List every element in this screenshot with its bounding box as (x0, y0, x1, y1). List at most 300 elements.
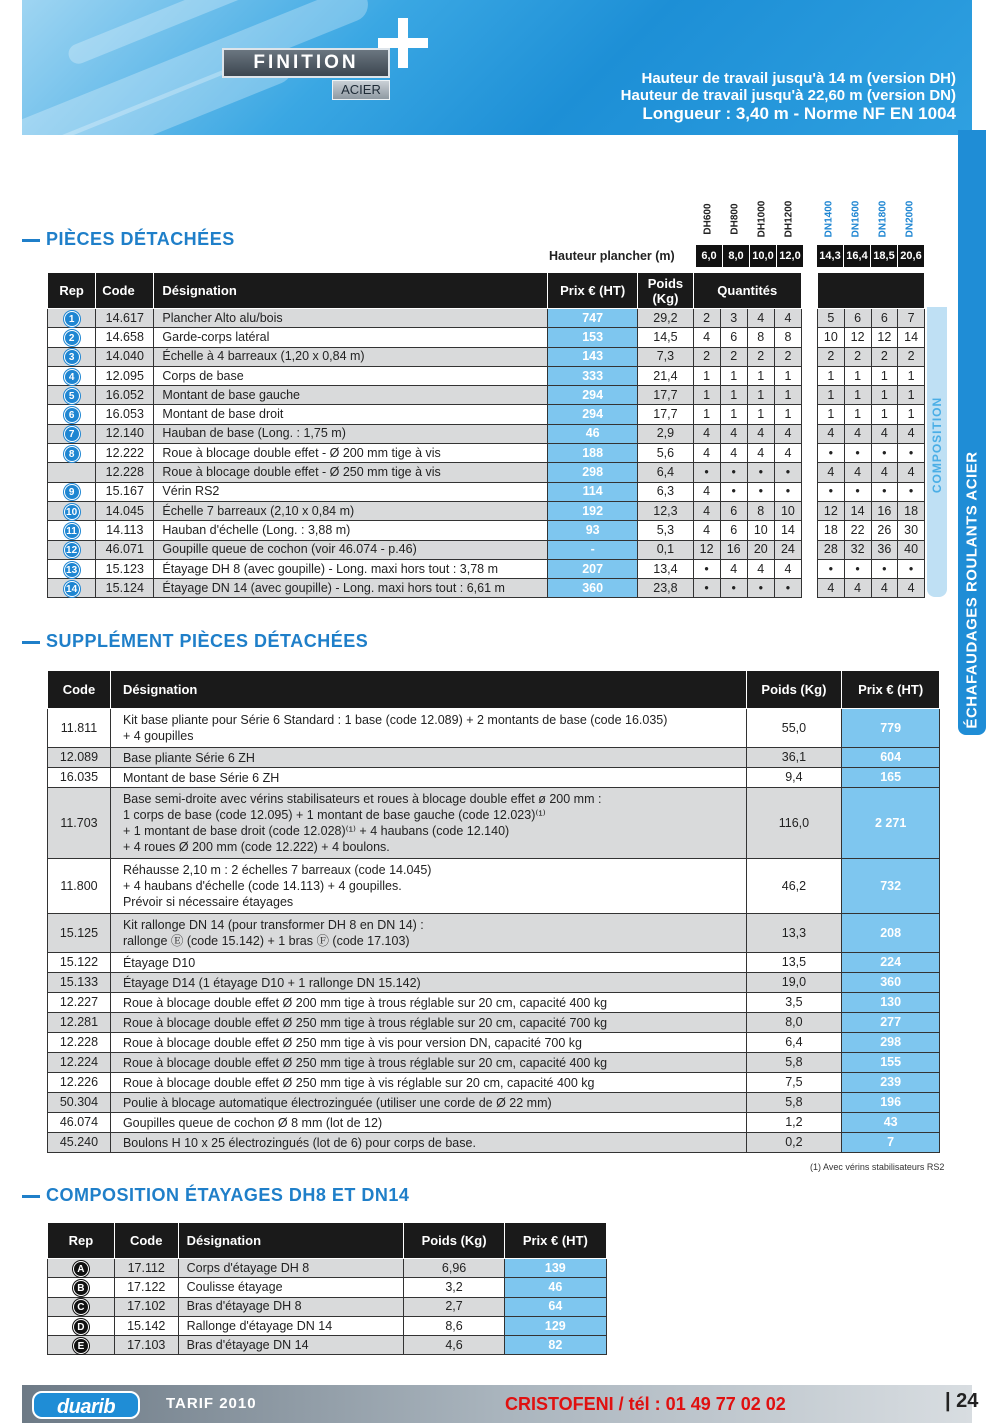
qty-cell: 10 (747, 521, 774, 540)
designation-cell: Échelle à 4 barreaux (1,20 x 0,84 m) (154, 347, 548, 366)
weight-cell: 14,5 (638, 328, 693, 347)
price-cell: 360 (547, 579, 637, 598)
designation-cell: Roue à blocage double effet - Ø 250 mm tige à vis (154, 463, 548, 482)
rep-badge: 3 (64, 349, 80, 365)
qty-cell: 1 (871, 386, 898, 405)
col-poids: Poids (Kg) (638, 273, 693, 309)
code-cell: 12.281 (48, 1013, 111, 1033)
code-cell: 45.240 (48, 1133, 111, 1153)
qty-cell: 1 (747, 366, 774, 385)
code-cell: 12.228 (48, 1033, 111, 1053)
table-row (48, 768, 940, 788)
height-cell: 20,6 (897, 245, 924, 267)
rep-badge: 6 (64, 407, 80, 423)
rep-badge: 9 (64, 484, 80, 500)
table-row (48, 953, 940, 973)
side-tab-label: ÉCHAFAUDAGES ROULANTS ACIER (963, 451, 981, 729)
table-row (818, 521, 925, 540)
designation-line: rallonge Ⓔ (code 15.142) + 1 bras Ⓕ (code 17.103) (122, 934, 410, 948)
qty-cell: 4 (747, 444, 774, 463)
code-cell: 50.304 (48, 1093, 111, 1113)
designation-line: Goupilles queue de cochon Ø 8 mm (lot de 12) (122, 1115, 383, 1130)
weight-cell: 7,5 (746, 1073, 842, 1093)
qty-cell: 1 (818, 366, 845, 385)
code-cell: 15.142 (114, 1316, 178, 1335)
designation-cell (110, 914, 746, 953)
table-row (818, 328, 925, 347)
table-row (48, 1013, 940, 1033)
table-row (818, 347, 925, 366)
designation-line: Boulons H 10 x 25 électrozingués (lot de 6) pour corps de base. (122, 1135, 476, 1150)
price-cell: 129 (504, 1316, 606, 1335)
designation-cell: Montant de base droit (154, 405, 548, 424)
hauteur-plancher-label: Hauteur plancher (m) (549, 249, 675, 263)
rep-cell (48, 328, 96, 347)
designation-line: Réhausse 2,10 m : 2 échelles 7 barreaux (code 14.045) (122, 863, 432, 877)
qty-cell: • (720, 463, 747, 482)
designation-cell (110, 859, 746, 914)
footer-tarif: TARIF 2010 (166, 1395, 257, 1412)
rep-badge: 5 (64, 388, 80, 404)
composition-title: COMPOSITION ÉTAYAGES DH8 ET DN14 (22, 1185, 409, 1206)
qty-cell: 1 (844, 405, 871, 424)
designation-line: Poulie à blocage automatique électrozinguée (utiliser une corde de Ø 22 mm) (122, 1095, 552, 1110)
rep-badge: 14 (64, 581, 80, 597)
designation-cell (110, 1053, 746, 1073)
table-row (48, 386, 802, 405)
weight-cell: 21,4 (638, 366, 693, 385)
table-row (818, 540, 925, 559)
model-label: DN1800 (877, 200, 889, 238)
qty-cell: 4 (774, 444, 801, 463)
qty-cell: • (747, 579, 774, 598)
model-label: DN2000 (904, 200, 916, 238)
weight-cell: 23,8 (638, 579, 693, 598)
weight-cell: 17,7 (638, 405, 693, 424)
qty-cell: 28 (818, 540, 845, 559)
weight-cell: 6,4 (746, 1033, 842, 1053)
designation-line: + 1 montant de base droit (code 12.028)⁽¹⁾ + 4 haubans (code 12.140) (122, 824, 510, 838)
weight-cell: 5,6 (638, 444, 693, 463)
code-cell: 12.227 (48, 993, 111, 1013)
height-cell: 18,5 (870, 245, 897, 267)
code-cell: 17.102 (114, 1297, 178, 1316)
weight-cell: 46,2 (746, 859, 842, 914)
qty-cell: 36 (871, 540, 898, 559)
designation-line: Roue à blocage double effet Ø 250 mm tige à vis pour version DN, capacité 700 kg (122, 1035, 583, 1050)
code-cell: 15.167 (96, 482, 154, 501)
price-cell: 604 (842, 748, 940, 768)
table-row (48, 1073, 940, 1093)
designation-cell (110, 1013, 746, 1033)
page-number: | 24 (945, 1390, 979, 1412)
code-cell: 11.800 (48, 859, 111, 914)
height-cell: 14,3 (816, 245, 843, 267)
weight-cell: 5,3 (638, 521, 693, 540)
rep-badge: 2 (64, 330, 80, 346)
qty-cell: 6 (844, 309, 871, 328)
table-row (48, 1113, 940, 1133)
designation-line: 1 corps de base (code 12.095) + 1 montant de base gauche (code 12.023)⁽¹⁾ (122, 808, 546, 822)
qty-cell: • (871, 482, 898, 501)
rep-badge: 4 (64, 369, 80, 385)
qty-cell: 1 (844, 366, 871, 385)
code-cell: 12.095 (96, 366, 154, 385)
rep-cell (48, 1316, 115, 1335)
qty-cell: 2 (844, 347, 871, 366)
table-row (48, 1033, 940, 1053)
qty-cell: 1 (693, 405, 720, 424)
price-cell: 298 (842, 1033, 940, 1053)
price-cell: 155 (842, 1053, 940, 1073)
rep-cell (48, 1336, 115, 1355)
designation-cell: Roue à blocage double effet - Ø 200 mm tige à vis (154, 444, 548, 463)
table-row (48, 993, 940, 1013)
model-label: DN1400 (823, 200, 835, 238)
table-row (48, 1336, 607, 1355)
code-cell: 15.122 (48, 953, 111, 973)
compo-col-poids: Poids (Kg) (404, 1223, 504, 1259)
qty-cell: 16 (871, 501, 898, 520)
rep-badge: A (73, 1261, 89, 1277)
qty-cell: 8 (747, 328, 774, 347)
designation-cell: Rallonge d'étayage DN 14 (178, 1316, 404, 1335)
designation-cell: Échelle 7 barreaux (2,10 x 0,84 m) (154, 501, 548, 520)
qty-cell: • (747, 482, 774, 501)
qty-cell: 1 (898, 386, 925, 405)
qty-cell: 1 (747, 405, 774, 424)
qty-cell: 4 (693, 501, 720, 520)
qty-cell: 4 (720, 424, 747, 443)
supplement-title: SUPPLÉMENT PIÈCES DÉTACHÉES (22, 631, 368, 652)
table-row (818, 463, 925, 482)
table-row (818, 366, 925, 385)
designation-cell (110, 709, 746, 748)
qty-cell: 1 (693, 366, 720, 385)
price-cell: 130 (842, 993, 940, 1013)
qty-cell: 1 (747, 386, 774, 405)
designation-cell: Étayage DN 14 (avec goupille) - Long. maxi hors tout : 6,61 m (154, 579, 548, 598)
qty-cell: 1 (898, 405, 925, 424)
plus-icon (378, 18, 428, 68)
qty-cell: 7 (898, 309, 925, 328)
qty-cell: • (844, 444, 871, 463)
qty-cell: • (871, 444, 898, 463)
designation-line: + 4 haubans d'échelle (code 14.113) + 4 goupilles. (122, 879, 402, 893)
price-cell: 224 (842, 953, 940, 973)
code-cell: 12.224 (48, 1053, 111, 1073)
table-row (48, 405, 802, 424)
designation-cell (110, 788, 746, 859)
table-row (48, 444, 802, 463)
rep-badge: 11 (64, 523, 80, 539)
code-cell: 14.658 (96, 328, 154, 347)
weight-cell: 13,3 (746, 914, 842, 953)
code-cell: 17.112 (114, 1259, 178, 1278)
table-row (48, 347, 802, 366)
qty-cell: 8 (747, 501, 774, 520)
dn-quantities-table (817, 272, 925, 598)
qty-cell: 4 (898, 463, 925, 482)
finition-badge: FINITION (222, 48, 390, 78)
qty-cell: 4 (747, 559, 774, 578)
col-rep: Rep (48, 273, 96, 309)
designation-line: Étayage D14 (1 étayage D10 + 1 rallonge DN 15.142) (122, 975, 421, 990)
price-cell: 360 (842, 973, 940, 993)
qty-cell: 1 (774, 386, 801, 405)
height-cell: 6,0 (695, 245, 722, 267)
designation-cell (110, 1113, 746, 1133)
qty-cell: 5 (818, 309, 845, 328)
table-row (48, 914, 940, 953)
designation-line: Base pliante Série 6 ZH (122, 750, 255, 765)
table-row (48, 859, 940, 914)
table-row (48, 309, 802, 328)
weight-cell: 2,9 (638, 424, 693, 443)
supp-col-code: Code (48, 671, 111, 709)
table-row (48, 748, 940, 768)
qty-cell: 2 (747, 347, 774, 366)
qty-cell: 3 (720, 309, 747, 328)
qty-cell: 18 (818, 521, 845, 540)
rep-cell (48, 482, 96, 501)
qty-cell: 1 (871, 366, 898, 385)
qty-cell: 12 (844, 328, 871, 347)
weight-cell: 0,1 (638, 540, 693, 559)
rep-cell (48, 463, 96, 482)
weight-cell: 9,4 (746, 768, 842, 788)
qty-cell: 4 (844, 579, 871, 598)
rep-cell (48, 501, 96, 520)
weight-cell: 8,6 (404, 1316, 504, 1335)
designation-cell: Hauban d'échelle (Long. : 3,88 m) (154, 521, 548, 540)
price-cell: 277 (842, 1013, 940, 1033)
pieces-table (47, 272, 802, 598)
price-cell: 294 (547, 405, 637, 424)
rep-cell (48, 1278, 115, 1297)
weight-cell: 36,1 (746, 748, 842, 768)
height-cell: 10,0 (749, 245, 776, 267)
designation-cell: Bras d'étayage DN 14 (178, 1336, 404, 1355)
price-cell: 7 (842, 1133, 940, 1153)
compo-col-code: Code (114, 1223, 178, 1259)
qty-cell: 4 (818, 579, 845, 598)
qty-cell: 4 (693, 328, 720, 347)
price-cell: 196 (842, 1093, 940, 1113)
price-cell: 153 (547, 328, 637, 347)
rep-cell (48, 1259, 115, 1278)
table-row (48, 1053, 940, 1073)
designation-line: Roue à blocage double effet Ø 250 mm tige à vis réglable sur 20 cm, capacité 400 kg (122, 1075, 595, 1090)
designation-cell: Coulisse étayage (178, 1278, 404, 1297)
col-code: Code (96, 273, 154, 309)
rep-cell (48, 309, 96, 328)
qty-cell: 26 (871, 521, 898, 540)
price-cell: 93 (547, 521, 637, 540)
qty-cell: 40 (898, 540, 925, 559)
designation-cell (110, 1093, 746, 1113)
designation-cell: Hauban de base (Long. : 1,75 m) (154, 424, 548, 443)
table-row (48, 1093, 940, 1113)
qty-cell: • (871, 559, 898, 578)
duarib-logo: duarib (32, 1391, 140, 1419)
header-line-3: Longueur : 3,40 m - Norme NF EN 1004 (642, 104, 956, 123)
qty-cell: 10 (774, 501, 801, 520)
qty-cell: • (774, 579, 801, 598)
rep-badge: 12 (64, 542, 80, 558)
header-line-1: Hauteur de travail jusqu'à 14 m (version DH) (641, 70, 956, 87)
supp-col-designation: Désignation (110, 671, 746, 709)
designation-cell: Plancher Alto alu/bois (154, 309, 548, 328)
table-row (48, 482, 802, 501)
qty-cell: 1 (774, 366, 801, 385)
weight-cell: 19,0 (746, 973, 842, 993)
price-cell: 82 (504, 1336, 606, 1355)
rep-cell (48, 347, 96, 366)
rep-badge: C (73, 1299, 89, 1315)
designation-cell: Bras d'étayage DH 8 (178, 1297, 404, 1316)
price-cell: 46 (504, 1278, 606, 1297)
weight-cell: 3,5 (746, 993, 842, 1013)
header-banner (22, 0, 972, 135)
rep-badge: 8 (64, 446, 80, 462)
height-cell: 16,4 (843, 245, 870, 267)
designation-line: Base semi-droite avec vérins stabilisateurs et roues à blocage double effet ø 200 mm : (122, 792, 602, 806)
qty-cell: 4 (898, 424, 925, 443)
weight-cell: 1,2 (746, 1113, 842, 1133)
qty-cell: 2 (720, 347, 747, 366)
dn-header (818, 273, 925, 309)
table-row (48, 328, 802, 347)
designation-line: Roue à blocage double effet Ø 200 mm tige à trous réglable sur 20 cm, capacité 400 kg (122, 995, 608, 1010)
price-cell: 114 (547, 482, 637, 501)
designation-line: Roue à blocage double effet Ø 250 mm tige à trous réglable sur 20 cm, capacité 400 kg (122, 1055, 608, 1070)
qty-cell: 4 (818, 424, 845, 443)
qty-cell: 14 (898, 328, 925, 347)
compo-col-designation: Désignation (178, 1223, 404, 1259)
qty-cell: 20 (747, 540, 774, 559)
qty-cell: 4 (720, 559, 747, 578)
qty-cell: • (898, 482, 925, 501)
qty-cell: 4 (898, 579, 925, 598)
qty-cell: 14 (774, 521, 801, 540)
rep-cell (48, 405, 96, 424)
qty-cell: 1 (818, 386, 845, 405)
price-cell: 43 (842, 1113, 940, 1133)
qty-cell: 4 (871, 424, 898, 443)
price-cell: - (547, 540, 637, 559)
qty-cell: 10 (818, 328, 845, 347)
table-row (48, 463, 802, 482)
rep-cell (48, 444, 96, 463)
qty-cell: • (720, 482, 747, 501)
qty-cell: 6 (720, 501, 747, 520)
col-prix: Prix € (HT) (547, 273, 637, 309)
qty-cell: 32 (844, 540, 871, 559)
qty-cell: 2 (898, 347, 925, 366)
designation-line: Prévoir si nécessaire étayages (122, 895, 294, 909)
qty-cell: 4 (693, 521, 720, 540)
rep-cell (48, 366, 96, 385)
qty-cell: • (774, 463, 801, 482)
qty-cell: 2 (693, 309, 720, 328)
qty-cell: 4 (720, 444, 747, 463)
table-row (48, 521, 802, 540)
header-line-2: Hauteur de travail jusqu'à 22,60 m (version DN) (620, 87, 956, 104)
qty-cell: 1 (693, 386, 720, 405)
qty-cell: 6 (720, 328, 747, 347)
weight-cell: 13,4 (638, 559, 693, 578)
table-row (48, 366, 802, 385)
code-cell: 46.074 (48, 1113, 111, 1133)
code-cell: 15.133 (48, 973, 111, 993)
qty-cell: 18 (898, 501, 925, 520)
code-cell: 46.071 (96, 540, 154, 559)
designation-line: Roue à blocage double effet Ø 250 mm tige à trous réglable sur 20 cm, capacité 700 kg (122, 1015, 608, 1030)
qty-cell: • (693, 463, 720, 482)
qty-cell: 1 (774, 405, 801, 424)
table-row (48, 1278, 607, 1297)
table-row (818, 309, 925, 328)
code-cell: 14.617 (96, 309, 154, 328)
weight-cell: 3,2 (404, 1278, 504, 1297)
designation-cell (110, 993, 746, 1013)
composition-table (47, 1222, 607, 1355)
weight-cell: 6,3 (638, 482, 693, 501)
qty-cell: 2 (693, 347, 720, 366)
price-cell: 46 (547, 424, 637, 443)
designation-cell (110, 1033, 746, 1053)
qty-cell: 4 (747, 309, 774, 328)
weight-cell: 12,3 (638, 501, 693, 520)
price-cell: 143 (547, 347, 637, 366)
code-cell: 16.052 (96, 386, 154, 405)
code-cell: 11.811 (48, 709, 111, 748)
designation-cell (110, 768, 746, 788)
qty-cell: 6 (720, 521, 747, 540)
designation-cell (110, 973, 746, 993)
qty-cell: 2 (818, 347, 845, 366)
qty-cell: • (818, 482, 845, 501)
weight-cell: 5,8 (746, 1093, 842, 1113)
rep-cell (48, 540, 96, 559)
table-row (48, 1133, 940, 1153)
qty-cell: 4 (871, 463, 898, 482)
price-cell: 165 (842, 768, 940, 788)
qty-cell: • (818, 444, 845, 463)
rep-badge: 13 (64, 562, 80, 578)
qty-cell: • (898, 444, 925, 463)
price-cell: 779 (842, 709, 940, 748)
code-cell: 17.122 (114, 1278, 178, 1297)
supp-col-prix: Prix € (HT) (842, 671, 940, 709)
rep-badge: 10 (64, 504, 80, 520)
designation-cell (110, 953, 746, 973)
designation-cell: Étayage DH 8 (avec goupille) - Long. maxi hors tout : 3,78 m (154, 559, 548, 578)
rep-cell (48, 559, 96, 578)
height-cell: 8,0 (722, 245, 749, 267)
designation-line: + 4 goupilles (122, 729, 194, 743)
designation-cell: Goupille queue de cochon (voir 46.074 - p.46) (154, 540, 548, 559)
weight-cell: 2,7 (404, 1297, 504, 1316)
weight-cell: 55,0 (746, 709, 842, 748)
price-cell: 207 (547, 559, 637, 578)
qty-cell: • (844, 559, 871, 578)
model-label: DH800 (729, 203, 741, 235)
height-cell: 12,0 (776, 245, 803, 267)
table-row (48, 709, 940, 748)
table-row (48, 540, 802, 559)
